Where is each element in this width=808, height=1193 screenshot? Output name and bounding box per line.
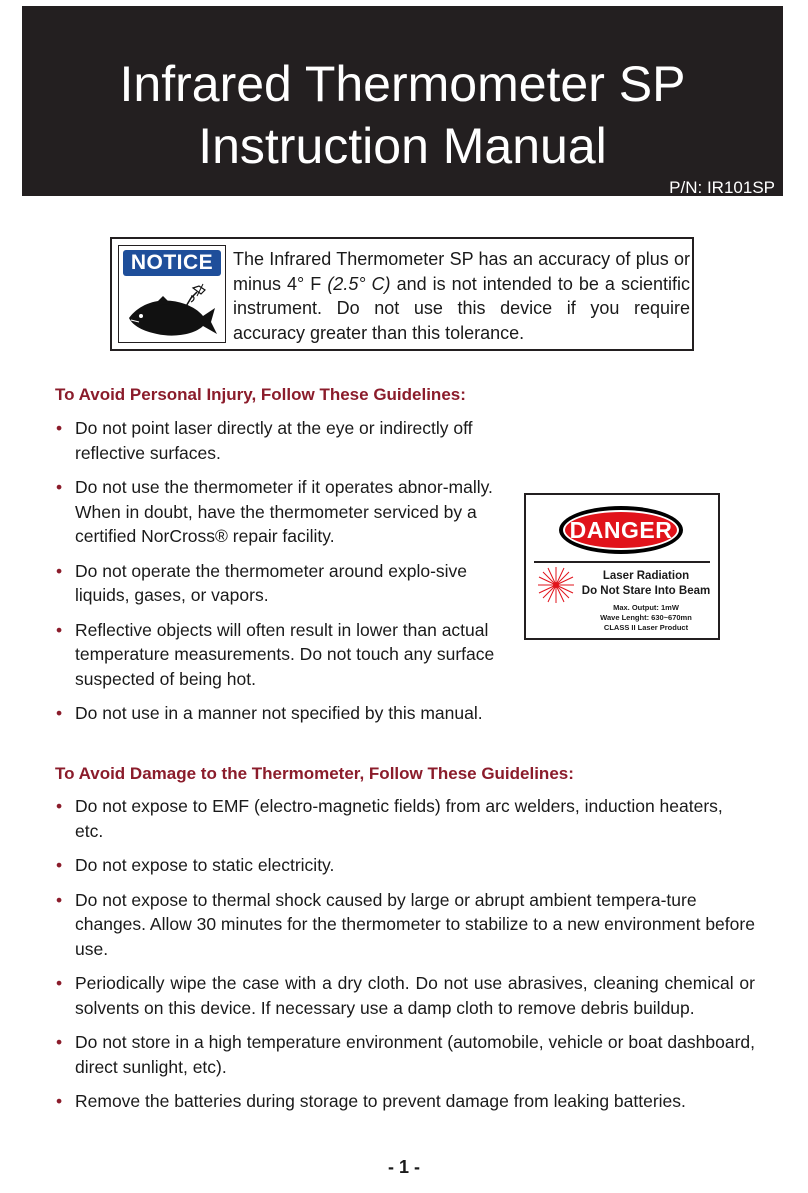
injury-heading: To Avoid Personal Injury, Follow These Guidelines: bbox=[55, 385, 466, 404]
list-item: • Do not store in a high temperature environment (automobile, vehicle or boat dashboard, direct sunlight, etc). bbox=[53, 1030, 755, 1079]
list-item: • Do not expose to static electricity. bbox=[53, 853, 755, 878]
damage-heading: To Avoid Damage to the Thermometer, Follow These Guidelines: bbox=[55, 764, 574, 783]
list-item: • Do not use the thermometer if it operates abnor-mally. When in doubt, have the thermometer serviced by a certified NorCross® repair facility. bbox=[53, 475, 503, 549]
damage-list bbox=[53, 794, 755, 1124]
danger-spec-3: CLASS II Laser Product bbox=[603, 623, 689, 632]
title-line-2: Instruction Manual bbox=[198, 118, 607, 174]
notice-fish-icon bbox=[118, 245, 226, 343]
fish-hook-icon bbox=[123, 278, 221, 340]
list-item: • Remove the batteries during storage to prevent damage from leaking batteries. bbox=[53, 1089, 755, 1114]
page-number: - 1 - bbox=[387, 1157, 420, 1177]
danger-spec-1: Max. Output: 1mW bbox=[613, 603, 679, 612]
list-item: • Do not use in a manner not specified by this manual. bbox=[53, 701, 595, 726]
danger-oval: DANGER bbox=[559, 506, 683, 554]
notice-text: The Infrared Thermometer SP has an accuracy of plus or minus 4° F (2.5° C) and is not intended to be a scientific instrument. Do not use this device if you require accuracy greater than this tolerance. bbox=[233, 249, 690, 343]
notice-badge: NOTICE bbox=[123, 250, 221, 276]
laser-burst-icon bbox=[536, 565, 576, 605]
danger-spec-2: Wave Lenght: 630~670mn bbox=[600, 613, 692, 622]
danger-label bbox=[524, 493, 720, 640]
list-item: • Periodically wipe the case with a dry cloth. Do not use abrasives, cleaning chemical or solvents on this device. If necessary use a damp cloth to remove debris buildup. bbox=[53, 971, 755, 1020]
list-item: • Do not expose to EMF (electro-magnetic fields) from arc welders, induction heaters, etc. bbox=[53, 794, 755, 843]
list-item: • Do not operate the thermometer around explo-sive liquids, gases, or vapors. bbox=[53, 559, 503, 608]
part-number: P/N: IR101SP bbox=[669, 178, 775, 197]
list-item: • Do not point laser directly at the eye or indirectly off reflective surfaces. bbox=[53, 416, 503, 465]
notice-box bbox=[110, 237, 694, 351]
header-banner bbox=[22, 6, 783, 196]
danger-line-2: Do Not Stare Into Beam bbox=[581, 585, 711, 597]
injury-list bbox=[53, 416, 503, 736]
title-line-1: Infrared Thermometer SP bbox=[119, 56, 686, 112]
list-item: • Do not expose to thermal shock caused by large or abrupt ambient tempera-ture changes. Allow 30 minutes for the thermometer to stabilize to a new environment before use. bbox=[53, 888, 755, 962]
danger-line-1: Laser Radiation bbox=[602, 570, 690, 582]
list-item: • Reflective objects will often result in lower than actual temperature measurements. Do not touch any surface suspected of being hot. bbox=[53, 618, 503, 692]
